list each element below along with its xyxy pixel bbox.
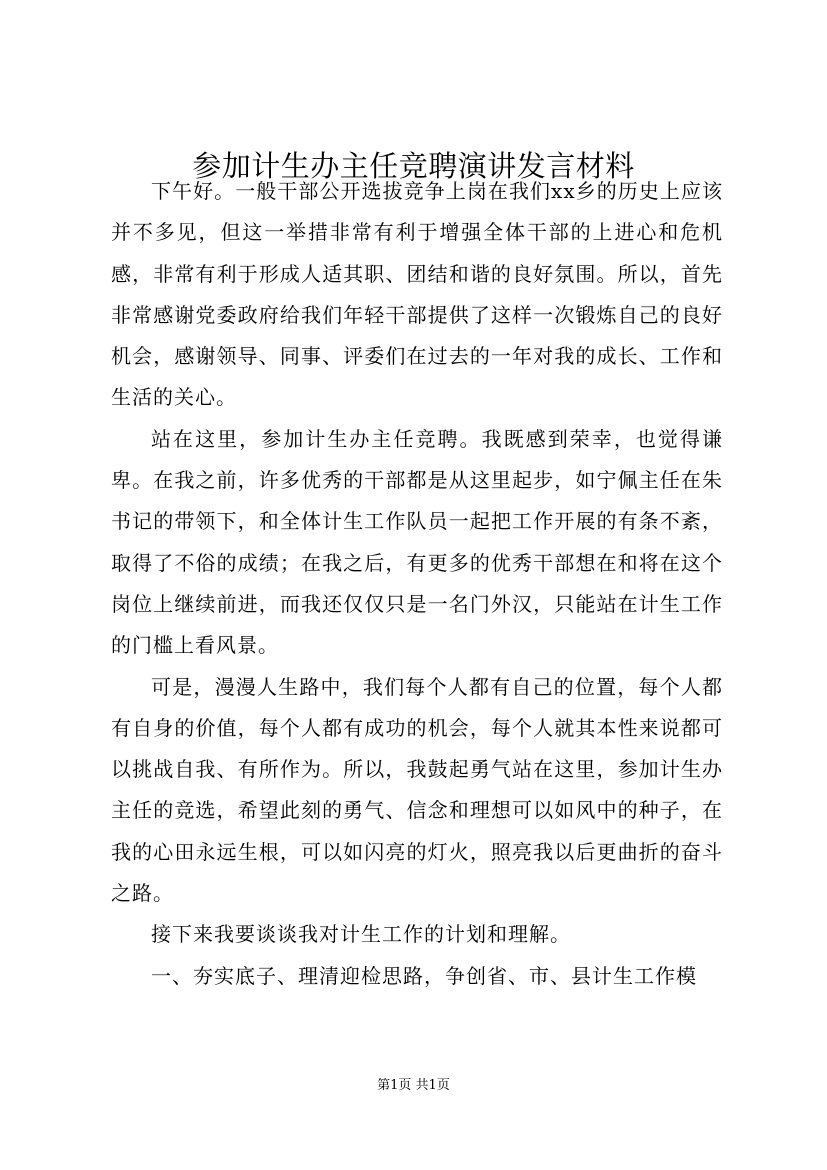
paragraph-4: 接下来我要谈谈我对计生工作的计划和理解。 <box>151 922 571 947</box>
paragraph-1: 下午好。一般干部公开选拔竞争上岗在我们xx乡的历史上应该并不多见，但这一举措非常有利于增强全体干部的上进心和危机感，非常有利于形成人适其职、团结和谐的良好氛围。所以，首先非常感谢党委政府给我们年轻干部提供了这样一次锻炼自己的良好机会，感谢领导、同事、评委们在过去的一年对我的成长、工作和生活的关心。 <box>111 179 723 410</box>
paragraph-2: 站在这里，参加计生办主任竞聘。我既感到荣幸，也觉得谦卑。在我之前，许多优秀的干部都是从这里起步，如宁佩主任在朱书记的带领下，和全体计生工作队员一起把工作开展的有条不紊，取得了不俗的成绩；在我之后，有更多的优秀干部想在和将在这个岗位上继续前进，而我还仅仅只是一名门外汉，只能站在计生工作的门槛上看风景。 <box>111 426 723 658</box>
document-title: 参加计生办主任竞聘演讲发言材料 <box>192 149 635 183</box>
document-body <box>111 171 723 997</box>
paragraph-5: 一、夯实底子、理清迎检思路，争创省、市、县计生工作模 <box>151 963 697 988</box>
paragraph-3: 可是，漫漫人生路中，我们每个人都有自己的位置，每个人都有自身的价值，每个人都有成功的机会，每个人就其本性来说都可以挑战自我、有所作为。所以，我鼓起勇气站在这里，参加计生办主任的竞选，希望此刻的勇气、信念和理想可以如风中的种子，在我的心田永远生根，可以如闪亮的灯火，照亮我以后更曲折的奋斗之路。 <box>111 674 723 906</box>
page-footer: 第1页 共1页 <box>377 1078 450 1093</box>
